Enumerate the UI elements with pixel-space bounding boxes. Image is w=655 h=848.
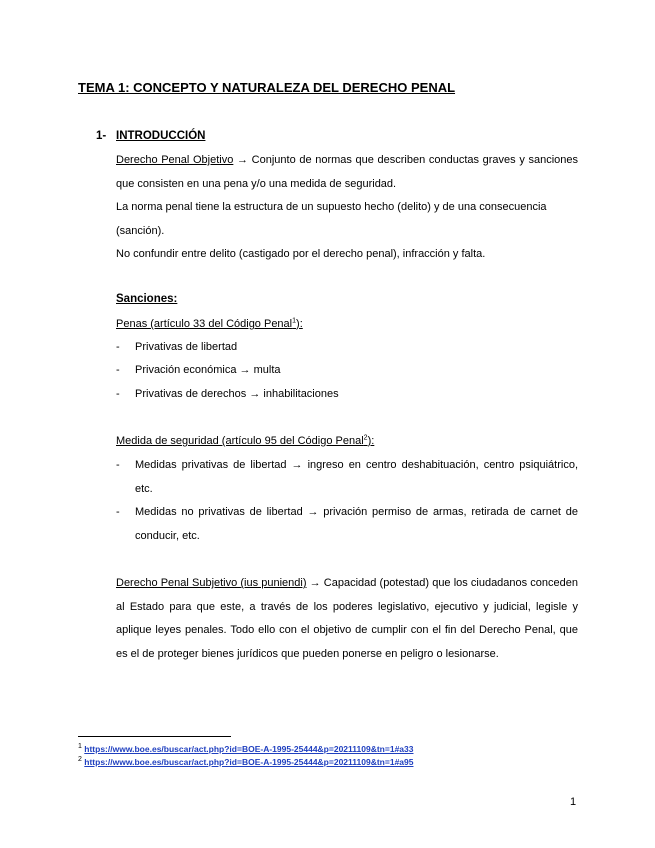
section-heading: INTRODUCCIÓN: [116, 130, 206, 142]
intro-paragraph-3: No confundir entre delito (castigado por el derecho penal), infracción y falta.: [116, 248, 486, 260]
list-item: Privativas de derechos → inhabilitaciones: [135, 388, 339, 400]
intro-p1-text: → Conjunto de normas que describen conductas graves y sanciones que consisten en una pena y/o una medida de seguridad.: [116, 154, 578, 190]
term-derecho-penal-objetivo: Derecho Penal Objetivo: [116, 154, 234, 166]
list-item: Privación económica → multa: [135, 364, 281, 376]
list-bullet: -: [116, 388, 120, 400]
sanciones-heading: Sanciones:: [116, 293, 178, 305]
list-item: Medidas no privativas de libertad → privación permiso de armas, retirada de carnet de conducir, etc.: [135, 506, 578, 542]
footnote-ref-1[interactable]: 1: [292, 317, 297, 325]
page-number: 1: [570, 796, 577, 808]
footnote-separator: [78, 736, 231, 737]
list-item: Medidas privativas de libertad → ingreso en centro deshabituación, centro psiquiátrico, etc.: [135, 459, 578, 495]
medidas-heading: Medida de seguridad (artículo 95 del Código Penal$^2$):: [116, 434, 375, 447]
section-number: 1-: [96, 130, 107, 142]
subjetivo-paragraph: [116, 572, 578, 666]
list-bullet: -: [116, 364, 120, 376]
list-bullet: -: [116, 459, 120, 471]
penas-heading: Penas (artículo 33 del Código Penal$^1$):: [116, 317, 303, 330]
footnote-2-link[interactable]: https://www.boe.es/buscar/act.php?id=BOE-A-1995-25444&p=20211109&tn=1#a95: [84, 757, 414, 767]
footnote-2: $^2$ https://www.boe.es/buscar/act.php?id=BOE-A-1995-25444&p=20211109&tn=1#a95: [78, 756, 414, 767]
page-title: TEMA 1: CONCEPTO Y NATURALEZA DEL DERECHO PENAL: [78, 80, 456, 95]
list-item: Privativas de libertad: [135, 341, 238, 353]
footnote-ref-2[interactable]: 2: [363, 434, 368, 442]
subjetivo-text: → Capacidad (potestad) que los ciudadanos conceden al Estado para que este, a través de los poderes legislativo, ejecutivo y judicial, legisle y aplique leyes penales. Todo ello con el objetivo de cumplir con el fin del Derecho Penal, que es el de proteger bienes jurídicos que pueden ponerse en peligro o lesionarse.: [116, 577, 579, 660]
term-derecho-penal-subjetivo: Derecho Penal Subjetivo (ius puniendi): [116, 577, 307, 589]
list-bullet: -: [116, 341, 120, 353]
footnote-1: $^1$ https://www.boe.es/buscar/act.php?id=BOE-A-1995-25444&p=20211109&tn=1#a33: [78, 743, 414, 754]
intro-paragraph-2: La norma penal tiene la estructura de un supuesto hecho (delito) y de una consecuencia (sanción).: [116, 201, 547, 237]
footnote-1-link[interactable]: https://www.boe.es/buscar/act.php?id=BOE-A-1995-25444&p=20211109&tn=1#a33: [84, 744, 414, 754]
list-bullet: -: [116, 506, 120, 518]
intro-paragraph-1: [116, 149, 578, 196]
